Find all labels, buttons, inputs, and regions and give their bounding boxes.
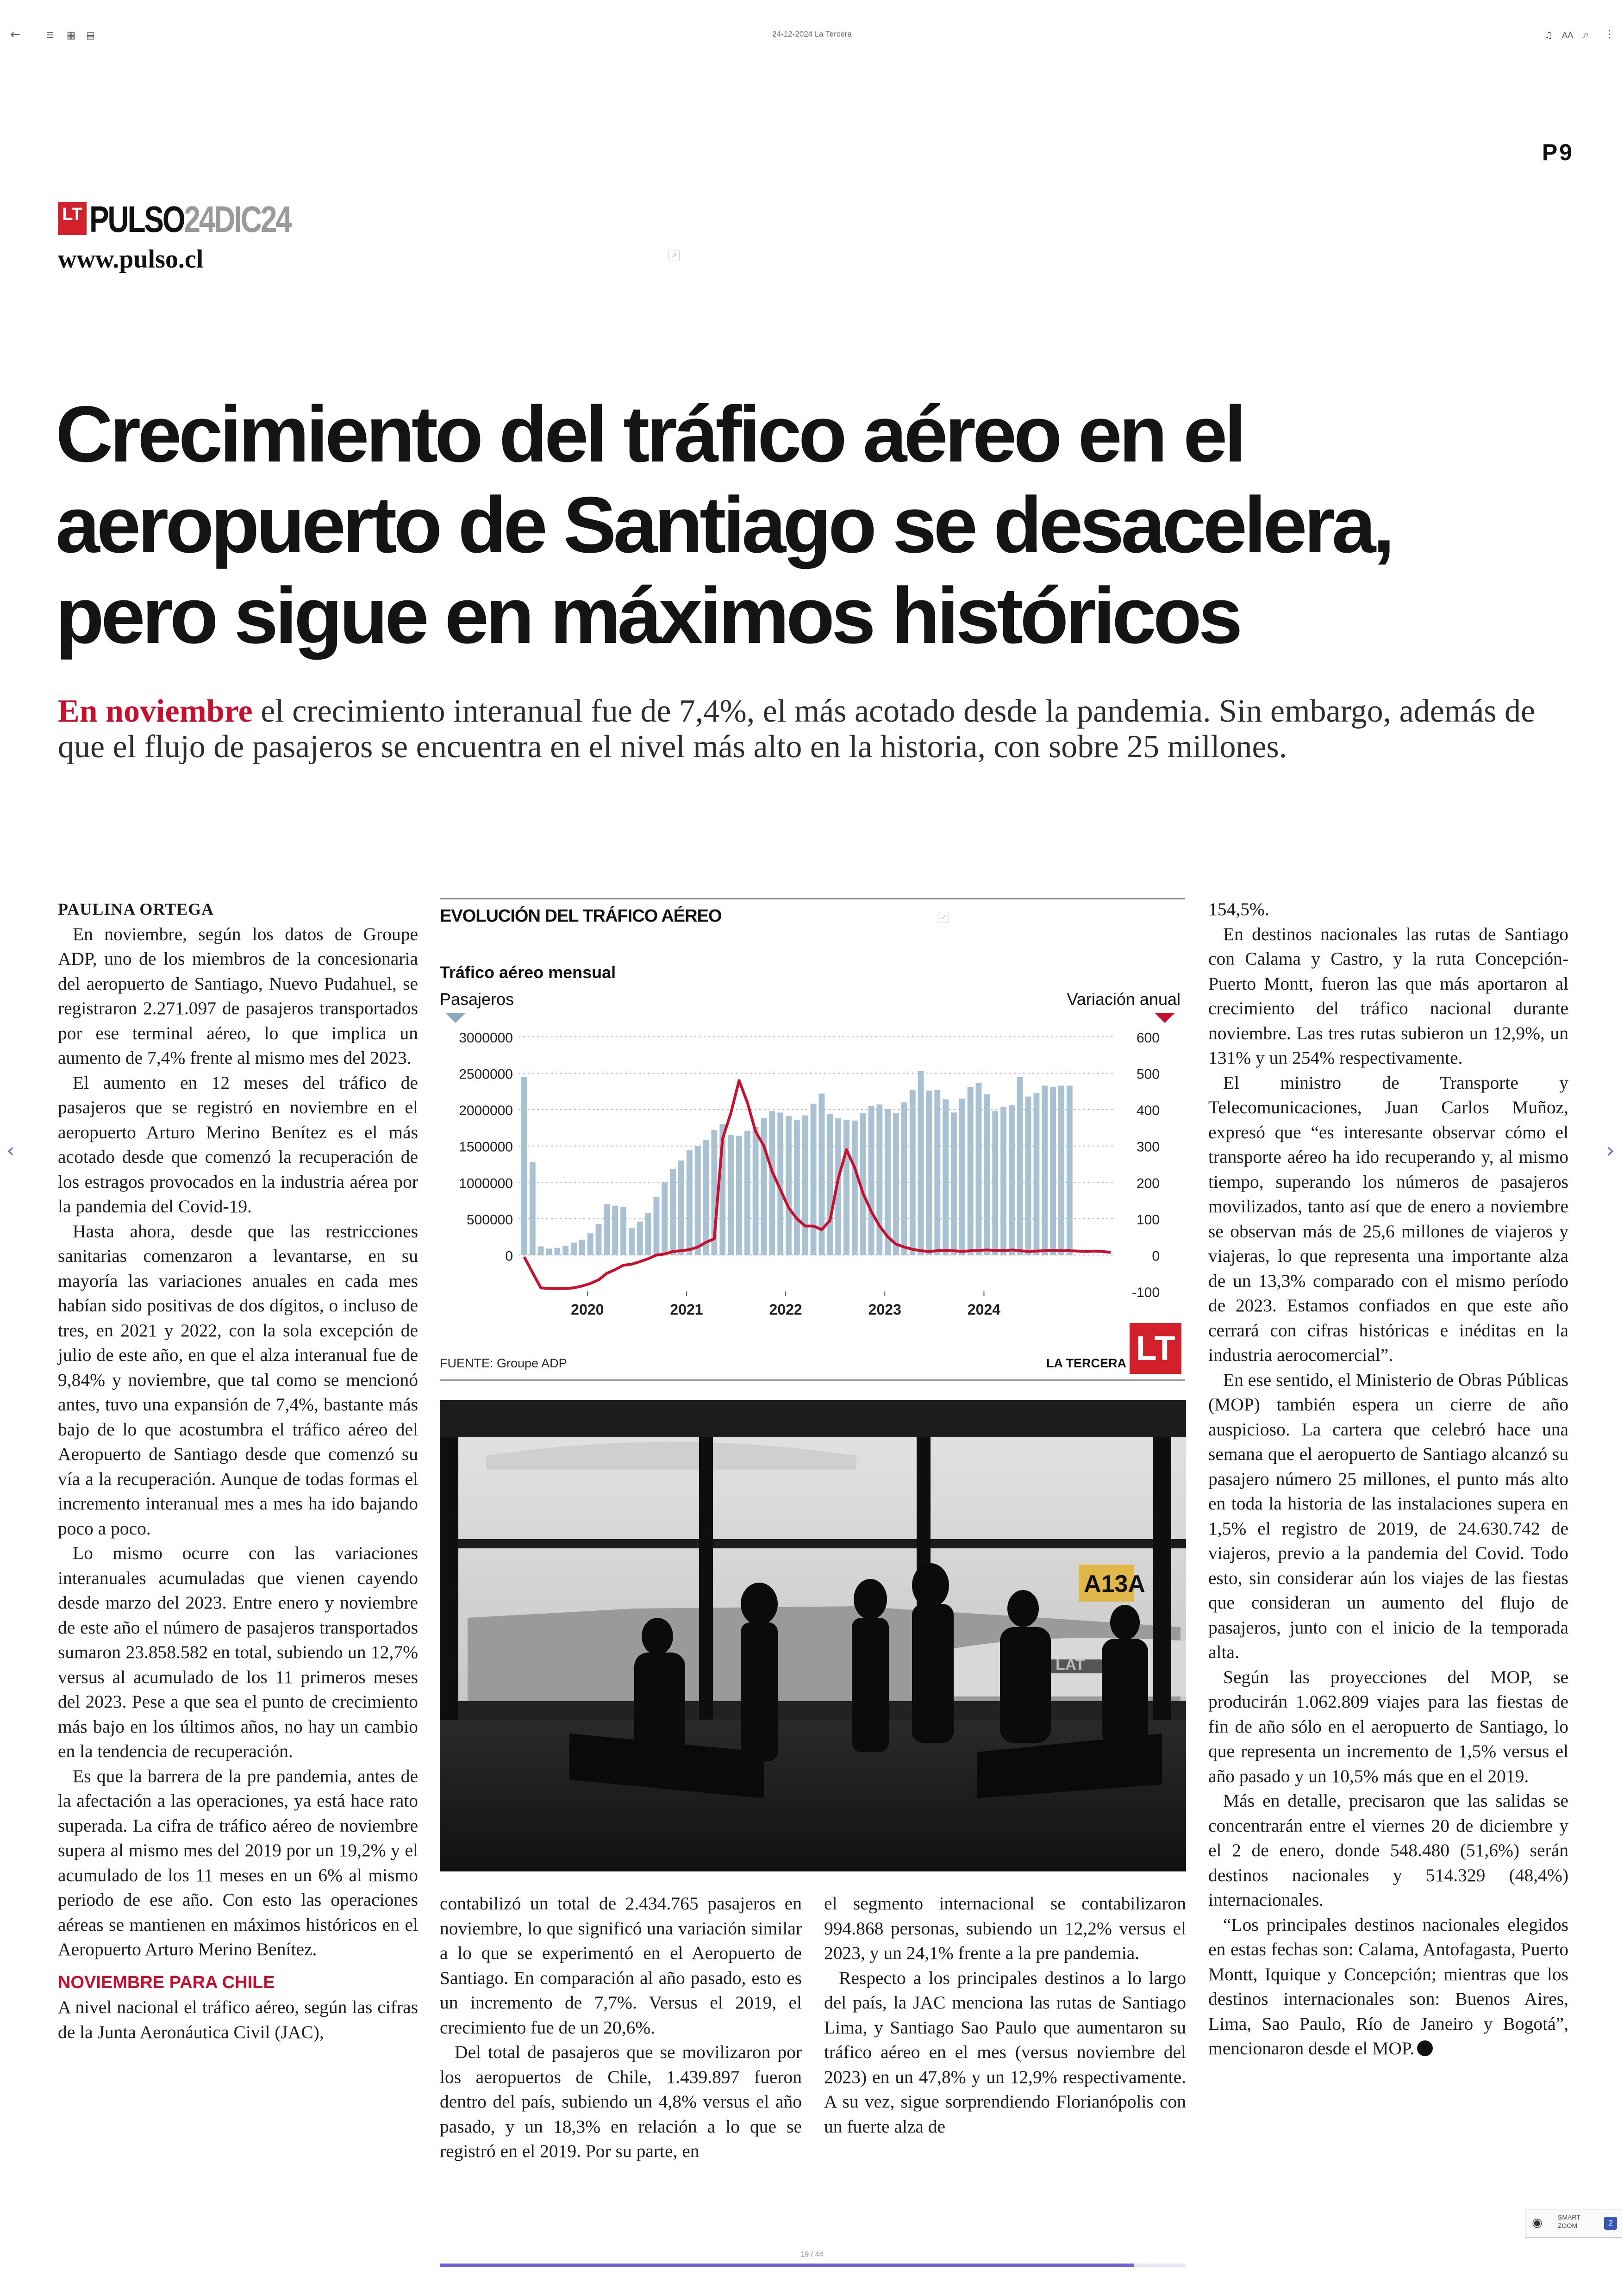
layout-icon[interactable]: ▤ bbox=[86, 30, 95, 41]
y2-tick-label: 300 bbox=[1136, 1139, 1160, 1155]
headline bbox=[56, 389, 1583, 661]
chart-bar bbox=[976, 1083, 982, 1255]
list-icon[interactable]: ☰ bbox=[46, 31, 54, 40]
chart-bar bbox=[959, 1099, 965, 1255]
chart-header: EVOLUCIÓN DEL TRÁFICO AÉREO bbox=[440, 906, 722, 926]
chart-bar bbox=[678, 1160, 684, 1255]
chart-bar bbox=[876, 1104, 882, 1255]
chart-bar bbox=[637, 1222, 643, 1255]
more-icon[interactable]: ⋮ bbox=[1605, 29, 1615, 40]
paragraph: En destinos nacionales las rutas de Santiago con Calama y Castro, y la ruta Concepción-Puerto Montt, fueron las que más aportaron al crecimiento del tráfico nacional durante noviembre. Las tres rutas subieron un 12,9%, un 131% y un 254% respectivamente. bbox=[1208, 923, 1568, 1068]
article-column-2 bbox=[440, 1891, 802, 2164]
paragraph: Lo mismo ocurre con las variaciones interanuales acumuladas que vienen cayendo desde marzo del 2023. Entre enero y noviembre de este año el número de pasajeros transportados sumaron 23.858.582 en total, subiendo un 12,7% versus al acumulado de los 11 primeros meses del 2023. Pese a que sea el punto de crecimiento más bajo en los últimos años, no hay un cambio en la tendencia de recuperación. bbox=[58, 1543, 418, 1761]
y2-tick-label: 100 bbox=[1136, 1212, 1160, 1228]
x-tick-label: 2020 bbox=[571, 1301, 604, 1318]
chart-bar bbox=[728, 1135, 734, 1255]
chart-bar bbox=[794, 1120, 800, 1255]
x-tick-label: 2023 bbox=[868, 1301, 901, 1318]
smart-zoom-badge: 2 bbox=[1604, 2217, 1617, 2230]
paragraph: Más en detalle, precisaron que las salidas se concentrarán entre el viernes 20 de diciembre y el 2 de enero, donde 548.480 (51,6%) serán destinos nacionales y 514.329 (48,4%) internacionales. bbox=[1208, 1790, 1568, 1910]
chart-bar bbox=[984, 1094, 990, 1255]
chart-bar bbox=[761, 1118, 767, 1255]
chart-subtitle: Tráfico aéreo mensual bbox=[440, 963, 616, 982]
paragraph: Hasta ahora, desde que las restricciones sanitarias comenzaron a levantarse, en su mayoría las variaciones anuales en cada mes habían sido positivas de dos dígitos, o incluso de tres, en 2021 y 2022, con la sola excepción de julio de este año, en que el alza interanual fue de 9,84% y noviembre, que tal como se mencionó antes, tuvo una expansión de 7,4%, bastante más bajo de lo que acostumbra el tráfico aéreo del Aeropuerto de Santiago desde que comenzó su vía a la recuperación. Aunque de todas formas el incremento interanual mes a mes ha ido bajando poco a poco. bbox=[58, 1221, 418, 1539]
chart-bar bbox=[1058, 1085, 1064, 1255]
chart-bar bbox=[968, 1087, 974, 1255]
expand-icon[interactable]: ↗ bbox=[668, 250, 680, 261]
chart-bar bbox=[554, 1248, 560, 1255]
chart-bar bbox=[1050, 1087, 1056, 1255]
paragraph-text: “Los principales destinos nacionales elegidos en estas fechas son: Calama, Antofagasta, Puerto Montt, Iquique y Concepción; mientras que los destinos internacionales son: Buenos Aires, Lima, Sao Paulo, Río de Janeiro y Bogotá”, mencionaron desde el MOP. bbox=[1208, 1914, 1568, 2058]
page-indicator: 19 / 44 bbox=[800, 2251, 824, 2258]
headline-line: pero sigue en máximos históricos bbox=[56, 571, 1240, 660]
expand-icon[interactable]: ↗ bbox=[938, 912, 949, 923]
chart-bar bbox=[695, 1146, 701, 1255]
y2-tick-label: 0 bbox=[1152, 1248, 1160, 1264]
x-tick-label: 2021 bbox=[670, 1301, 703, 1318]
paragraph: El aumento en 12 meses del tráfico de pasajeros que se registró en noviembre en el aeropuerto Arturo Merino Benítez es el más acotado desde que comenzó la recuperación de los estragos provocados en la industria aérea por la pandemia del Covid-19. bbox=[58, 1072, 418, 1216]
y-tick-label: 500000 bbox=[466, 1212, 513, 1228]
left-axis-label: Pasajeros bbox=[440, 990, 514, 1009]
chart-credit: LA TERCERA bbox=[1046, 1356, 1126, 1370]
smart-zoom-label: SMART ZOOM bbox=[1558, 2214, 1580, 2229]
site-url[interactable]: www.pulso.cl bbox=[58, 245, 204, 274]
subhead: NOVIEMBRE PARA CHILE bbox=[58, 1972, 275, 1992]
chart-bar bbox=[1017, 1077, 1023, 1255]
brand-text: PULSO bbox=[89, 199, 184, 240]
byline: PAULINA ORTEGA bbox=[58, 900, 214, 918]
chart-bar bbox=[943, 1099, 949, 1255]
y2-tick-label: 500 bbox=[1136, 1066, 1160, 1082]
search-icon[interactable]: ⌕ bbox=[1583, 29, 1589, 40]
lt-logo: LT bbox=[58, 202, 87, 235]
chart-bar bbox=[562, 1246, 568, 1255]
chart-bar bbox=[753, 1127, 759, 1255]
toolbar-title: 24-12-2024 La Tercera bbox=[772, 30, 852, 38]
brand-name bbox=[89, 198, 291, 241]
paragraph: El ministro de Transporte y Telecomunicaciones, Juan Carlos Muñoz, expresó que “es interesante observar cómo el transporte aéreo ha ido recuperando y, al mismo tiempo, superando los números de pasajeros movilizados, tanto así que de enero a noviembre se observan más de 25,6 millones de viajeros y viajeras, lo que representa una importante alza de un 13,3% comparado con el mismo período de 2023. Estamos confiados en que este año cerrará con cifras históricas e inéditas en la industria aerocomercial”. bbox=[1208, 1072, 1568, 1365]
y2-tick-label: 200 bbox=[1136, 1176, 1160, 1191]
paragraph: Respecto a los principales destinos a lo largo del país, la JAC menciona las rutas de Santiago Lima, y Santiago Sao Paulo que aumentaron su tráfico aéreo en el mes (versus noviembre del 2023) en un 47,8% y un 12,9% respectivamente. A su vez, sigue sorprendiendo Florianópolis con un fuerte alza de bbox=[824, 1967, 1186, 2137]
chart-bar bbox=[629, 1228, 635, 1255]
chart-bar bbox=[521, 1077, 527, 1255]
chart-bar bbox=[670, 1169, 676, 1255]
chart-bar bbox=[530, 1162, 536, 1255]
chart-bar bbox=[587, 1233, 593, 1255]
chart-bar bbox=[827, 1114, 833, 1255]
y2-tick-label: 400 bbox=[1136, 1103, 1160, 1119]
deck-lead: En noviembre bbox=[58, 693, 253, 729]
headphones-icon[interactable]: ♫ bbox=[1544, 30, 1553, 41]
paragraph: el segmento internacional se contabilizaron 994.868 personas, subiendo un 12,2% versus el 2023, y un 24,1% frente a la pre pandemia. bbox=[824, 1893, 1186, 1963]
article-column-4 bbox=[1208, 897, 1568, 2061]
chevron-left-icon[interactable]: ‹ bbox=[6, 1139, 15, 1162]
chart-bar bbox=[852, 1121, 858, 1255]
deck bbox=[58, 693, 1586, 765]
chart-bar bbox=[654, 1197, 660, 1255]
chart-bar bbox=[811, 1104, 817, 1255]
paragraph: Es que la barrera de la pre pandemia, antes de la afectación a las operaciones, ya está hace rato superada. La cifra de tráfico aéreo de noviembre supera al mismo mes del 2019 por un 19,2% y el acumulado de los 11 meses en un 6% al mismo periodo de ese año. Con esto las operaciones aéreas se mantienen en máximos históricos en el Aeropuerto Arturo Merino Benítez. bbox=[58, 1765, 418, 1959]
chart-bar bbox=[893, 1113, 899, 1255]
headline-line: aeropuerto de Santiago se desacelera, bbox=[56, 480, 1392, 569]
y-tick-label: 1500000 bbox=[459, 1139, 513, 1155]
y2-tick-label: -100 bbox=[1131, 1285, 1160, 1300]
chart-bar bbox=[645, 1213, 651, 1255]
chart-box bbox=[440, 898, 1185, 1396]
eye-icon: ◉ bbox=[1532, 2216, 1543, 2230]
chart-bar bbox=[612, 1206, 618, 1255]
chart-bar bbox=[620, 1207, 626, 1255]
article-column-1 bbox=[58, 897, 418, 2045]
x-tick-label: 2024 bbox=[967, 1301, 1001, 1318]
chart-bar bbox=[918, 1071, 924, 1255]
gate-sign: A13A bbox=[1084, 1571, 1145, 1597]
reading-progress-bar[interactable] bbox=[440, 2264, 1186, 2267]
y-tick-label: 2500000 bbox=[459, 1066, 513, 1082]
article-column-3 bbox=[824, 1891, 1186, 2139]
chart-bar bbox=[596, 1224, 602, 1255]
reader-toolbar bbox=[0, 0, 1624, 74]
traffic-chart bbox=[440, 898, 1185, 1361]
arrow-left-icon[interactable]: ← bbox=[10, 28, 20, 42]
text-size-icon[interactable]: AA bbox=[1562, 31, 1574, 40]
reading-progress-fill bbox=[440, 2264, 1134, 2267]
chart-bottom-rule bbox=[440, 1379, 1185, 1381]
paragraph: Del total de pasajeros que se movilizaron por los aeropuertos de Chile, 1.439.897 fueron dentro del país, subiendo un 4,8% versus el año pasado, y un 18,3% en relación a lo que se registró en el 2019. Por su parte, en bbox=[440, 2042, 802, 2161]
paragraph: 154,5%. bbox=[1208, 899, 1269, 919]
chart-bar bbox=[934, 1090, 940, 1255]
paragraph: En ese sentido, el Ministerio de Obras Públicas (MOP) también espera un cierre de año auspicioso. La cartera que celebró hace una semana que el aeropuerto de Santiago alcanzó su pasajero número 25 millones, el punto más alto en toda la historia de las instalaciones supera en 1,5% el registro de 2019, de 24.630.742 de viajeros, previo a la pandemia del Covid. Todo esto, sin considerar aún los viajes de las fiestas que consideran un aumento del flujo de pasajeros, junto con el inicio de la temporada alta. bbox=[1208, 1369, 1568, 1662]
chart-bar bbox=[802, 1116, 808, 1255]
chart-bar bbox=[1000, 1107, 1006, 1255]
chart-bar bbox=[744, 1131, 750, 1255]
chevron-right-icon[interactable]: › bbox=[1606, 1139, 1615, 1162]
chart-bar bbox=[1025, 1097, 1031, 1255]
chart-bar bbox=[571, 1243, 577, 1255]
chart-bar bbox=[769, 1111, 775, 1255]
plane-livery-text: LAT bbox=[1056, 1656, 1085, 1674]
chart-bar bbox=[1067, 1085, 1073, 1255]
paragraph bbox=[1208, 1913, 1568, 2061]
chart-bar bbox=[546, 1248, 552, 1255]
headline-line: Crecimiento del tráfico aéreo en el bbox=[56, 390, 1243, 479]
paragraph: Según las proyecciones del MOP, se producirán 1.062.809 viajes para las fiestas de fin de año sólo en el aeropuerto de Santiago, lo que representa un incremento de 1,5% versus el año pasado y un 10,5% más que en el 2019. bbox=[1208, 1666, 1568, 1786]
airport-photo bbox=[440, 1400, 1186, 1871]
chart-bar bbox=[786, 1116, 792, 1255]
airport-photo-graphic bbox=[440, 1400, 1186, 1871]
paragraph: contabilizó un total de 2.434.765 pasajeros en noviembre, lo que significó una variación similar a lo que se experimentó en el Aeropuerto de Santiago. En comparación al año pasado, esto es un incremento de 7,7%. Versus el 2019, el crecimiento fue de un 20,6%. bbox=[440, 1893, 802, 2038]
end-mark-icon bbox=[1417, 2040, 1433, 2056]
y-tick-label: 2000000 bbox=[459, 1103, 513, 1119]
chart-bar bbox=[736, 1136, 742, 1255]
chart-bar bbox=[951, 1112, 957, 1255]
y-tick-label: 3000000 bbox=[459, 1030, 513, 1046]
chart-bar bbox=[926, 1091, 932, 1255]
grid-icon[interactable]: ▦ bbox=[67, 30, 75, 41]
chart-bar bbox=[843, 1120, 849, 1255]
y-tick-label: 0 bbox=[505, 1248, 513, 1264]
chart-bar bbox=[901, 1102, 907, 1255]
paragraph: En noviembre, según los datos de Groupe ADP, uno de los miembros de la concesionaria del aeropuerto de Santiago, Nuevo Pudahuel, se registraron 2.271.097 de pasajeros transportados por ese terminal aéreo, lo que implica un aumento de 7,4% frente al mismo mes del 2023. bbox=[58, 923, 418, 1068]
chart-bar bbox=[579, 1240, 585, 1255]
chart-bar bbox=[604, 1204, 610, 1255]
chart-source: FUENTE: Groupe ADP bbox=[440, 1356, 567, 1370]
chart-bar bbox=[910, 1090, 916, 1255]
brand-date: 24DIC24 bbox=[184, 199, 291, 240]
x-tick-label: 2022 bbox=[769, 1301, 802, 1318]
chart-bar bbox=[662, 1182, 668, 1255]
paragraph: A nivel nacional el tráfico aéreo, según las cifras de la Junta Aeronáutica Civil (JAC), bbox=[58, 1997, 418, 2042]
deck-text: el crecimiento interanual fue de 7,4%, el más acotado desde la pandemia. Sin embargo, además de que el flujo de pasajeros se encuentra en el nivel más alto en la historia, con sobre 25 millones. bbox=[58, 693, 1536, 765]
chart-bar bbox=[868, 1106, 874, 1255]
chart-bar bbox=[1009, 1105, 1015, 1255]
right-axis-label: Variación anual bbox=[1067, 990, 1181, 1009]
chart-bar bbox=[538, 1247, 544, 1255]
lt-logo: LT bbox=[1130, 1323, 1181, 1374]
page-number: P9 bbox=[1542, 139, 1574, 165]
chart-bar bbox=[1034, 1093, 1040, 1255]
y2-tick-label: 600 bbox=[1136, 1030, 1160, 1046]
chart-bar bbox=[687, 1150, 693, 1255]
chart-bar bbox=[1042, 1085, 1048, 1255]
chart-bar bbox=[703, 1140, 709, 1255]
chart-bar bbox=[992, 1111, 998, 1255]
y-tick-label: 1000000 bbox=[459, 1176, 513, 1191]
smart-zoom-button[interactable] bbox=[1525, 2209, 1622, 2238]
